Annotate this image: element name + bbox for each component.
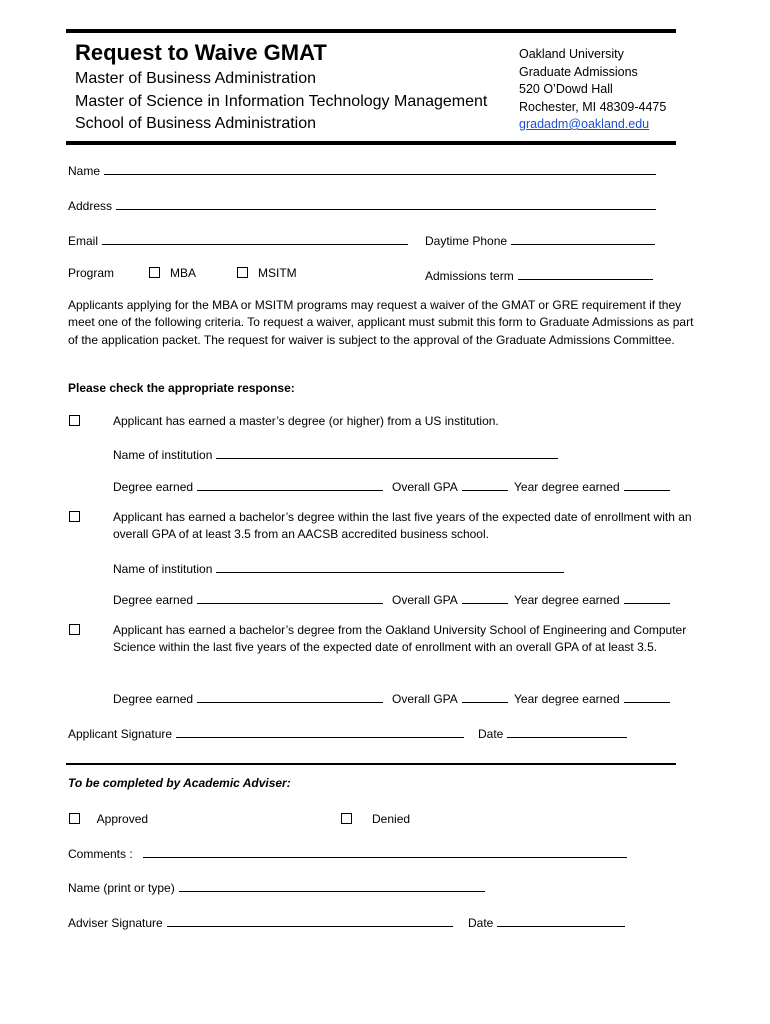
term-label: Admissions term (425, 269, 514, 283)
adviser-name-input[interactable] (179, 878, 485, 892)
msitm-label: MSITM (258, 266, 297, 280)
criterion-3-text: Applicant has earned a bachelor’s degree from the Oakland University School of Engineering and Computer Science within the last five years of the expected date of enrollment with an overall GPA of at least 3.5. (113, 623, 687, 655)
criterion-1-checkbox[interactable] (69, 415, 80, 426)
adviser-date-input[interactable] (497, 913, 625, 927)
degree-label: Degree earned (113, 692, 194, 706)
degree-1-input[interactable] (197, 477, 383, 491)
adviser-heading: To be completed by Academic Adviser: (68, 776, 291, 790)
name-input[interactable] (104, 161, 656, 175)
subtitle-school: School of Business Administration (75, 115, 317, 132)
criterion-3-degree-row (113, 689, 383, 706)
msitm-option[interactable] (237, 266, 297, 280)
approved-label: Approved (96, 812, 149, 826)
mba-option[interactable] (149, 266, 196, 280)
gpa-3-input[interactable] (462, 689, 508, 703)
address-dept: Graduate Admissions (519, 64, 638, 79)
address-row (68, 196, 656, 213)
term-row (425, 266, 653, 283)
term-input[interactable] (518, 266, 653, 280)
gpa-2-input[interactable] (462, 590, 508, 604)
year-label: Year degree earned (514, 480, 620, 494)
adviser-name-label: Name (print or type) (68, 881, 175, 895)
comments-label: Comments : (68, 847, 133, 861)
criterion-1-year-row (514, 477, 670, 494)
criterion-2-institution-row (113, 559, 564, 576)
criterion-1-text: Applicant has earned a master’s degree (or higher) from a US institution. (113, 414, 499, 428)
phone-row (425, 231, 655, 248)
address-input[interactable] (116, 196, 656, 210)
address-city: Rochester, MI 48309-4475 (519, 99, 667, 114)
approved-option[interactable] (69, 812, 148, 826)
adviser-signature-row (68, 913, 453, 930)
name-row (68, 161, 656, 178)
denied-checkbox[interactable] (341, 813, 352, 824)
address-org: Oakland University (519, 47, 624, 61)
subtitle-msitm: Master of Science in Information Technology Management (75, 93, 488, 110)
gpa-1-input[interactable] (462, 477, 508, 491)
comments-input[interactable] (143, 844, 627, 858)
program-label: Program (68, 266, 115, 280)
degree-2-input[interactable] (197, 590, 383, 604)
address-block (519, 46, 666, 134)
email-link[interactable]: gradadm@oakland.edu (519, 117, 650, 131)
name-label: Name (68, 164, 101, 178)
address-label: Address (68, 199, 113, 213)
criterion-1-degree-row (113, 477, 383, 494)
applicant-signature-row (68, 724, 464, 741)
adviser-signature-input[interactable] (167, 913, 453, 927)
applicant-date-input[interactable] (507, 724, 627, 738)
intro-paragraph: Applicants applying for the MBA or MSITM programs may request a waiver of the GMAT or GRE requirement if they meet one of the following criteria. To request a waiver, applicant must submit this form to Graduate Admissions as part of the application packet. The request for waiver is subject to the approval of the Graduate Admissions Committee. (68, 298, 694, 347)
header-rule (66, 141, 676, 145)
criterion-2-gpa-row (392, 590, 508, 607)
gpa-label: Overall GPA (392, 480, 458, 494)
subtitle-mba: Master of Business Administration (75, 70, 316, 87)
adviser-date-row (468, 913, 625, 930)
institution-2-input[interactable] (216, 559, 564, 573)
applicant-date-row (478, 724, 627, 741)
approved-checkbox[interactable] (69, 813, 80, 824)
criterion-3-year-row (514, 689, 670, 706)
mba-label: MBA (170, 266, 197, 280)
applicant-signature-input[interactable] (176, 724, 464, 738)
year-2-input[interactable] (624, 590, 670, 604)
form-title: Request to Waive GMAT (75, 40, 327, 65)
applicant-signature-label: Applicant Signature (68, 727, 173, 741)
applicant-date-label: Date (478, 727, 504, 741)
email-label: Email (68, 234, 99, 248)
criterion-3-gpa-row (392, 689, 508, 706)
degree-label: Degree earned (113, 593, 194, 607)
check-heading: Please check the appropriate response: (68, 381, 295, 395)
denied-option[interactable] (341, 812, 410, 826)
degree-3-input[interactable] (197, 689, 383, 703)
msitm-checkbox[interactable] (237, 267, 248, 278)
criterion-1-institution-row (113, 445, 558, 462)
institution-1-input[interactable] (216, 445, 558, 459)
phone-input[interactable] (511, 231, 655, 245)
criterion-2-checkbox[interactable] (69, 511, 80, 522)
mba-checkbox[interactable] (149, 267, 160, 278)
criterion-3-checkbox[interactable] (69, 624, 80, 635)
criterion-2-text: Applicant has earned a bachelor’s degree within the last five years of the expected date of enrollment with an overall GPA of at least 3.5 from an AACSB accredited business school. (113, 510, 692, 542)
email-row (68, 231, 408, 248)
adviser-name-row (68, 878, 485, 895)
address-street: 520 O’Dowd Hall (519, 82, 613, 96)
adviser-signature-label: Adviser Signature (68, 916, 163, 930)
institution-label: Name of institution (113, 448, 213, 462)
degree-label: Degree earned (113, 480, 194, 494)
year-label: Year degree earned (514, 692, 620, 706)
gpa-label: Overall GPA (392, 692, 458, 706)
top-rule (66, 29, 676, 33)
year-3-input[interactable] (624, 689, 670, 703)
year-1-input[interactable] (624, 477, 670, 491)
email-input[interactable] (102, 231, 408, 245)
gpa-label: Overall GPA (392, 593, 458, 607)
comments-row (68, 844, 627, 861)
adviser-rule (66, 763, 676, 765)
criterion-2-year-row (514, 590, 670, 607)
phone-label: Daytime Phone (425, 234, 508, 248)
criterion-2-degree-row (113, 590, 383, 607)
denied-label: Denied (372, 812, 411, 826)
institution-label: Name of institution (113, 562, 213, 576)
adviser-date-label: Date (468, 916, 494, 930)
criterion-1-gpa-row (392, 477, 508, 494)
year-label: Year degree earned (514, 593, 620, 607)
